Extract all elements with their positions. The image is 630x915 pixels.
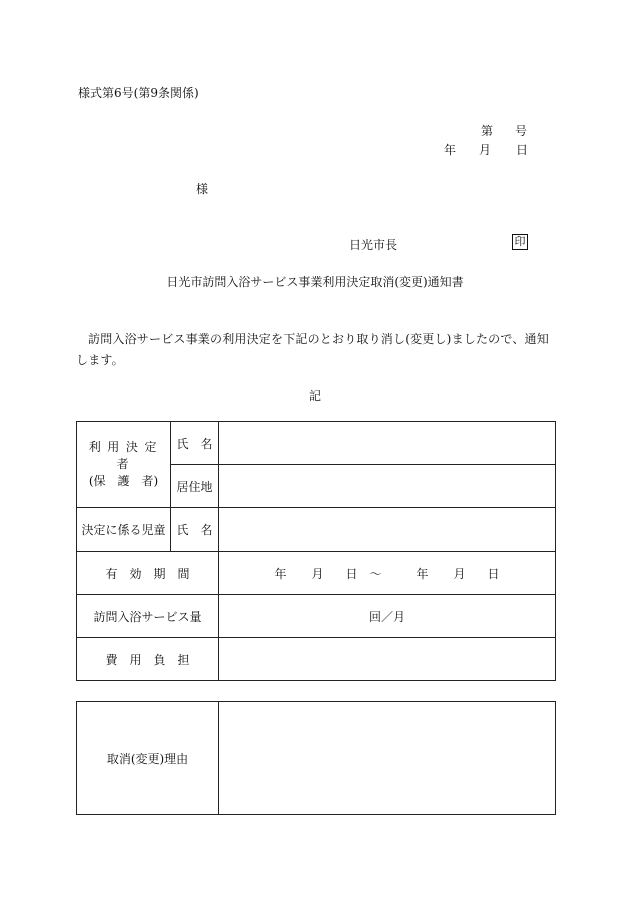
child-name-label: 氏 名 xyxy=(171,508,219,552)
seal-mark: 印 xyxy=(512,234,528,250)
decision-person-line1: 利用決定者 xyxy=(88,440,164,471)
period-value[interactable] xyxy=(219,552,556,595)
date-year: 年 xyxy=(444,143,457,157)
period-year: 年 xyxy=(274,566,287,581)
service-label: 訪問入浴サービス量 xyxy=(77,595,219,638)
service-value[interactable] xyxy=(219,595,556,638)
name-label: 氏 名 xyxy=(171,422,219,465)
decision-table xyxy=(76,421,556,681)
table-row xyxy=(77,422,556,465)
reason-table xyxy=(76,701,556,815)
period-separator: 〜 xyxy=(369,566,382,581)
date-line xyxy=(444,141,528,158)
period-day: 日 xyxy=(345,566,358,581)
cost-label: 費 用 負 担 xyxy=(77,638,219,681)
child-name-value[interactable] xyxy=(219,508,556,552)
service-unit: 回／月 xyxy=(368,609,405,624)
period-year-end: 年 xyxy=(416,566,429,581)
date-day: 日 xyxy=(516,143,529,157)
issuer-name: 日光市長 xyxy=(349,238,398,252)
reason-label: 取消(変更)理由 xyxy=(77,702,219,815)
document-number-line xyxy=(481,122,527,139)
recipient-honorific: 様 xyxy=(196,182,209,196)
table-row xyxy=(77,552,556,595)
table-row xyxy=(77,508,556,552)
table-row xyxy=(77,595,556,638)
address-value[interactable] xyxy=(219,465,556,508)
form-id: 様式第6号(第9条関係) xyxy=(78,86,199,100)
table-row xyxy=(77,702,556,815)
notice-body: 訪問入浴サービス事業の利用決定を下記のとおり取り消し(変更し)ましたので、通知します。 xyxy=(76,332,549,367)
number-suffix: 号 xyxy=(515,124,528,138)
period-month: 月 xyxy=(311,566,324,581)
name-value[interactable] xyxy=(219,422,556,465)
address-label: 居住地 xyxy=(171,465,219,508)
decision-person-label xyxy=(77,422,171,508)
cost-value[interactable] xyxy=(219,638,556,681)
period-day-end: 日 xyxy=(487,566,500,581)
ki-heading: 記 xyxy=(308,389,321,403)
date-month: 月 xyxy=(479,143,492,157)
decision-person-line2: (保 護 者) xyxy=(88,474,159,488)
reason-value[interactable] xyxy=(219,702,556,815)
period-label: 有 効 期 間 xyxy=(77,552,219,595)
number-prefix: 第 xyxy=(481,124,494,138)
child-label: 決定に係る児童 xyxy=(77,508,171,552)
table-row xyxy=(77,638,556,681)
document-title: 日光市訪問入浴サービス事業利用決定取消(変更)通知書 xyxy=(166,275,464,289)
period-month-end: 月 xyxy=(453,566,466,581)
